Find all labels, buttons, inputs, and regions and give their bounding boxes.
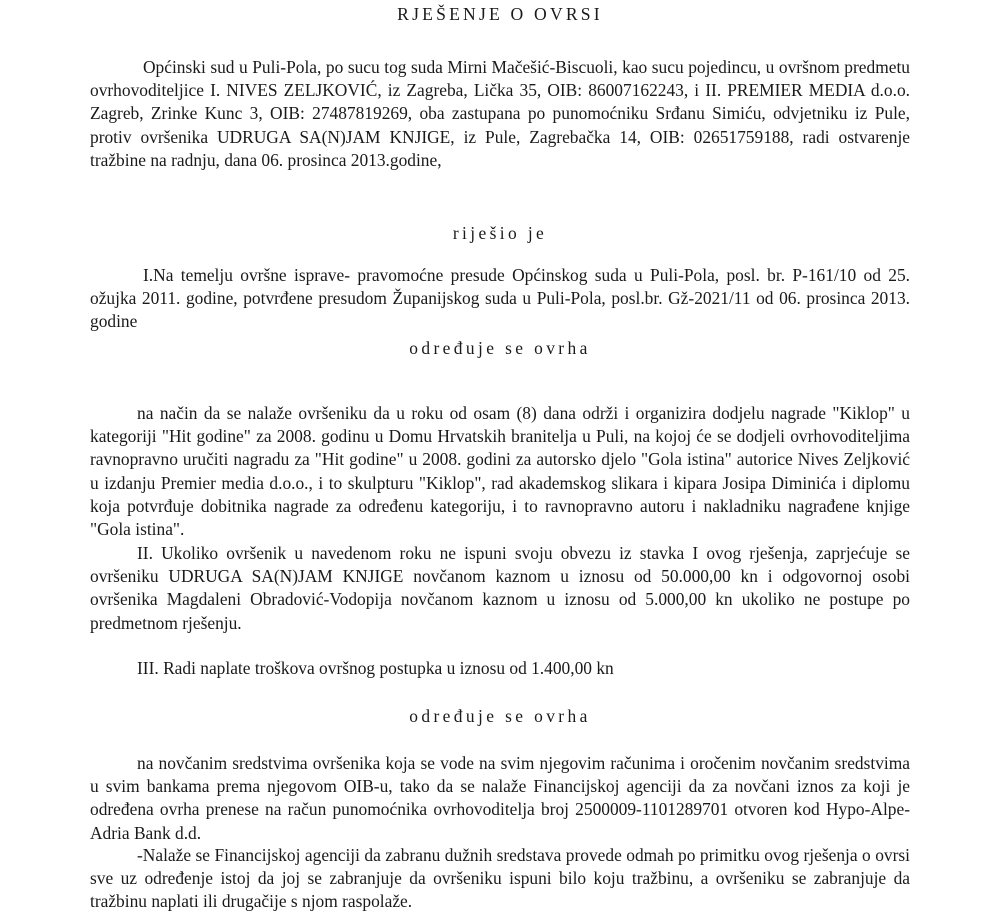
section-3-paragraph: III. Radi naplate troškova ovršnog postupka u iznosu od 1.400,00 kn — [137, 658, 614, 678]
intro-paragraph: Općinski sud u Puli-Pola, po sucu tog suda Mirni Mačešić-Biscuoli, kao sucu pojedincu, u ovršnom predmetu ovrhovoditeljice I. NIVES ZELJKOVIĆ, iz Zagreba, Lička 35, OIB: 86007162243, i II. PREMIER MEDIA d.o.o. Zagreb, Zrinke Kunc 3, OIB: 27487819269, oba zastupana po punomoćniku Srđanu Simiću, odvjetniku iz Pule, protiv ovršenika UDRUGA SA(N)JAM KNJIGE, iz Pule, Zagrebačka 14, OIB: 02651759188, radi ostvarenje tražbine na radnju, dana 06. prosinca 2013.godine, — [90, 57, 910, 170]
section-2-paragraph: II. Ukoliko ovršenik u navedenom roku ne ispuni svoju obvezu iz stavka I ovog rješenja, zaprjećuje se ovršeniku UDRUGA SA(N)JAM KNJIGE novčanom kaznom u iznosu od 50.000,00 kn i odgovornoj osobi ovršenika Magdaleni Obradović-Vodopija novčanom kaznom u iznosu od 5.000,00 kn ukoliko ne postupe po predmetnom rješenju. — [90, 543, 910, 633]
execution-2-order-paragraph: -Nalaže se Financijskoj agenciji da zabranu dužnih sredstava provede odmah po primitku ovog rješenja o ovrsi sve uz određenje istoj da joj se zabranjuje da ovršeniku ispuni bilo koju tražbinu, a ovršeniku se zabranjuje da tražbinu naplati ili drugačije s njom raspolaže. — [90, 845, 910, 912]
document-title: RJEŠENJE O OVRSI — [397, 4, 603, 24]
heading-decided: riješio je — [452, 223, 548, 243]
execution-2-paragraph: na novčanim sredstvima ovršenika koja se vode na svim njegovim računima i oročenim novčanim sredstvima u svim bankama prema njegovom OIB-u, tako da se nalaže Financijskoj agenciji da za novčani iznos za koji je određena ovrha prenese na račun punomoćnika ovrhovoditelja broj 2500009-1101289701 otvoren kod Hypo-Alpe-Adria Bank d.d. — [90, 753, 910, 843]
heading-execution-2: određuje se ovrha — [409, 706, 591, 726]
heading-execution-1: određuje se ovrha — [409, 338, 591, 358]
section-1-paragraph: I.Na temelju ovršne isprave- pravomoćne presude Općinskog suda u Puli-Pola, posl. br. P-161/10 od 25. ožujka 2011. godine, potvrđene presudom Županijskog suda u Puli-Pola, posl.br. Gž-2021/11 od 06. prosinca 2013. godine — [90, 265, 910, 332]
execution-1-paragraph: na način da se nalaže ovršeniku da u roku od osam (8) dana održi i organizira dodjelu nagrade "Kiklop" u kategoriji "Hit godine" za 2008. godinu u Domu Hrvatskih branitelja u Puli, na kojoj će se dodjeli ovrhovoditeljima ravnopravno uručiti nagradu za "Hit godine" u 2008. godini za autorsko djelo "Gola istina" autorice Nives Zeljković u izdanju Premier media d.o.o., i to skulpturu "Kiklop", rad akademskog slikara i kipara Josipa Diminića i diplomu koja potvrđuje dobitnika nagrade za određenu kategoriju, i to ravnopravno autoru i nakladniku nagrađene knjige "Gola istina". — [90, 403, 910, 540]
